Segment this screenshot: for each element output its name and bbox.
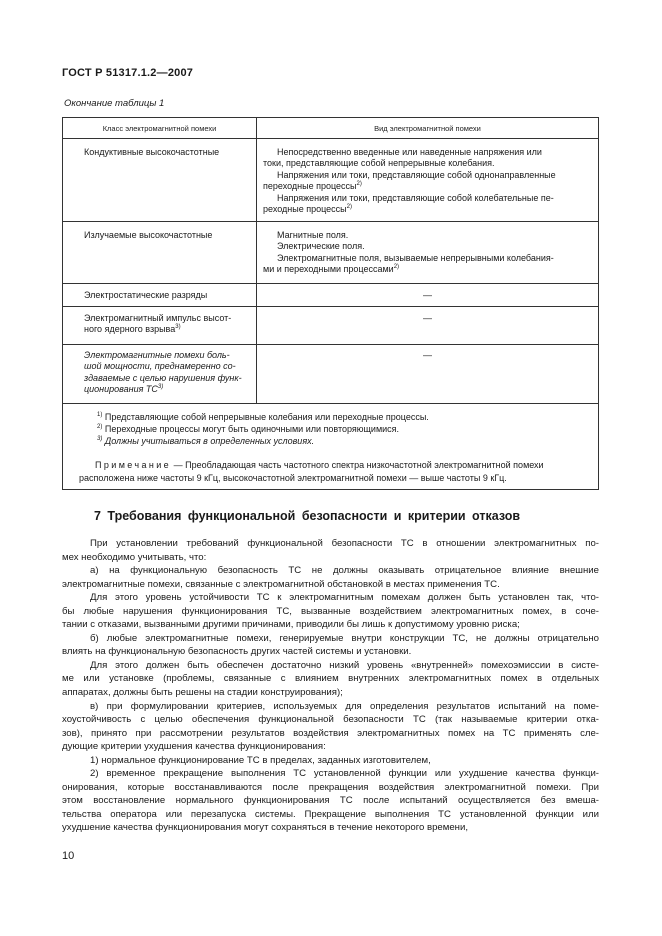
body-line: онирования, которые восстанавливаются после прекращения воздействия электромагнитной помехи. При	[62, 781, 599, 793]
row-divider	[63, 403, 598, 404]
body-text	[62, 537, 599, 835]
body-line: При установлении требований функциональной безопасности ТС в отношении электромагнитных по-	[90, 538, 599, 549]
body-line: б) любые электромагнитные помехи, генерируемые внутри конструкции ТС, не должны отрицательно	[90, 632, 599, 644]
interference-table	[62, 117, 599, 490]
column-header-kind: Вид электромагнитной помехи	[374, 124, 481, 133]
table-cell-dash: —	[423, 350, 432, 360]
table-note: Примечание — Преобладающая часть частотного спектра низкочастотной электромагнитной помехи расположена ниже частоты 9 кГц, высокочастотной электромагнитной помехи — выше частоты 9 кГц.	[79, 460, 544, 483]
table-cell-dash: —	[423, 290, 432, 300]
table-cell-class: Электромагнитные помехи боль- шой мощности, преднамеренно со- здаваемые с целью нарушения функ- ционирования ТС$^{3)}$	[84, 350, 242, 395]
table-footnote: $^{1)}$ Представляющие собой непрерывные колебания или переходные процессы.	[97, 412, 429, 422]
body-line: мех необходимо учитывать, что:	[62, 551, 207, 563]
section-heading: 7 Требования функциональной безопасности и критерии отказов	[94, 509, 521, 523]
body-line: влиять на функциональную безопасность других частей системы и установки.	[62, 646, 412, 658]
row-divider	[63, 138, 598, 139]
body-line: в) при формулировании критериев, используемых для определения результатов испытаний на поме-	[90, 700, 599, 712]
body-line: хоустойчивость с целью обеспечения функциональной безопасности ТС (так называемые критерии отка-	[62, 714, 599, 726]
body-line: 2) временное прекращение выполнения ТС установленной функции или ухудшение качества функци-	[90, 768, 599, 780]
column-header-class: Класс электромагнитной помехи	[102, 124, 217, 133]
table-cell-class: Излучаемые высокочастотные	[84, 230, 213, 240]
table-cell-class: Кондуктивные высокочастотные	[84, 147, 220, 157]
table-cell-dash: —	[423, 313, 432, 323]
body-line: а) на функциональную безопасность ТС не должны оказывать отрицательное влияние внешние	[90, 565, 599, 577]
body-line: аппаратах, должны быть решены на стадии конструирования);	[62, 687, 343, 699]
body-line: электромагнитные помехи, связанные с электромагнитной обстановкой в местах применения ТС.	[62, 578, 500, 590]
body-line: тании с отказами, вызванными другими причинами, приводили бы лишь к допустимому уровню риска;	[62, 619, 520, 631]
document-id: ГОСТ Р 51317.1.2—2007	[62, 67, 194, 79]
row-divider	[63, 344, 598, 345]
table-cell-class: Электростатические разряды	[84, 290, 208, 300]
table-cell-kind: Магнитные поля. Электрические поля. Электромагнитные поля, вызываемые непрерывными колебания- ми и переходными процессами$^{2)}$	[263, 230, 554, 275]
body-line: 1) нормальное функционирование ТС в пределах, заданных изготовителем,	[90, 754, 431, 766]
body-line: ме или установке (проблемы, связанные с влиянием внутренних электромагнитных помех в отдельных	[62, 673, 599, 685]
row-divider	[63, 306, 598, 307]
body-line: дующие критерии ухудшения качества функционирования:	[62, 741, 326, 753]
page-number: 10	[62, 850, 75, 862]
table-footnote: $^{2)}$ Переходные процессы могут быть одиночными или повторяющимися.	[97, 424, 400, 434]
body-line: Для этого должен быть обеспечен достаточно низкий уровень «внутренней» помехоэмиссии в систе-	[90, 659, 599, 671]
body-line: зов), принято при рассмотрении результатов воздействия электромагнитных помех на ТС применять сле-	[62, 727, 599, 739]
body-line: тельства оператора или перезапуска системы. Прекращение выполнения ТС установленной функции или	[62, 808, 599, 820]
table-cell-class: Электромагнитный импульс высот- ного ядерного взрыва$^{3)}$	[84, 313, 232, 335]
body-line: этом восстановление нормального функционирования ТС после испытаний осуществляется без вмеша-	[62, 795, 599, 807]
body-line: бы любые нарушения функционирования ТС, вызванные воздействием электромагнитных помех, в соче-	[62, 605, 599, 617]
body-line: Для этого уровень устойчивости ТС к электромагнитным помехам должен быть установлен так, что-	[90, 592, 599, 604]
table-caption: Окончание таблицы 1	[64, 98, 165, 109]
table-footnote: $^{3)}$ Должны учитываться в определенных условиях.	[97, 436, 315, 446]
body-line: ухудшение качества функционирования могут сохраняться в течение некоторого времени,	[62, 822, 469, 834]
table-cell-kind: Непосредственно введенные или наведенные напряжения или токи, представляющие собой непрерывные колебания. Напряжения или токи, представляющие собой однонаправленные переходные процессы$^{2)}$ Напряжения или токи, представляющие собой колебательные пе- реходные процессы$^{2)}$	[263, 147, 556, 215]
row-divider	[63, 283, 598, 284]
row-divider	[63, 221, 598, 222]
